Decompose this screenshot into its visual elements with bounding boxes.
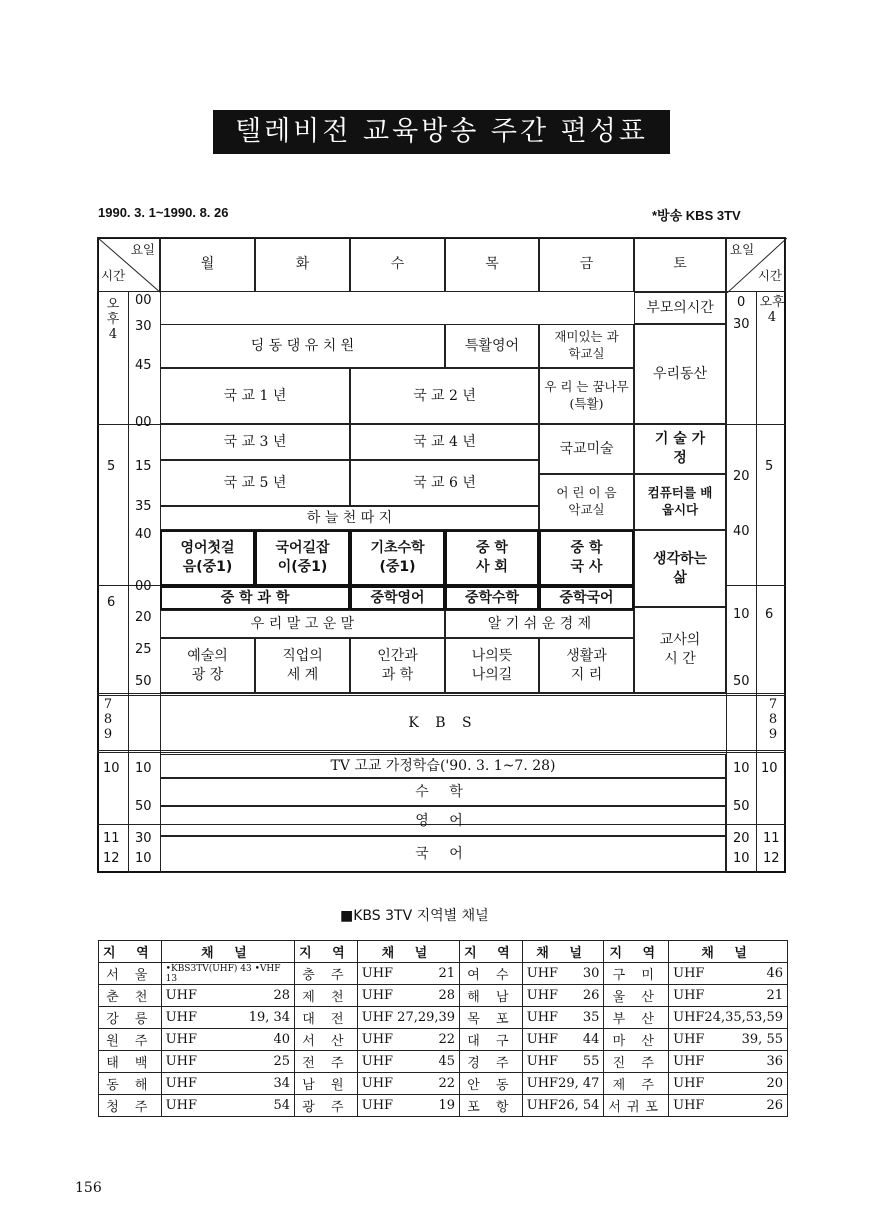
channel-band: UHF — [361, 966, 394, 981]
channel-cell — [161, 1073, 294, 1095]
channel-value — [673, 1032, 783, 1047]
program-cell: 딩 동 댕 유 치 원 — [160, 324, 445, 368]
program-cell: 어 린 이 음악교실 — [539, 474, 634, 530]
region-cell: 동 해 — [99, 1073, 162, 1095]
channel-number: 21 — [766, 988, 783, 1003]
region-cell: 춘 천 — [99, 985, 162, 1007]
channel-value — [527, 988, 600, 1003]
channel-value — [362, 1076, 455, 1091]
col-header-channel: 채 널 — [161, 941, 294, 963]
channel-band: UHF — [673, 1076, 705, 1091]
col-header-region: 지 역 — [460, 941, 523, 963]
program-cell: 생활과 지 리 — [539, 638, 634, 693]
table-header-row — [99, 941, 788, 963]
right-minute-label: 40 — [733, 524, 750, 539]
right-minute-label: 50 — [733, 799, 750, 814]
channel-value — [166, 1098, 290, 1113]
right-minute-label: 10 — [733, 607, 750, 622]
channel-band: UHF — [165, 1098, 197, 1113]
program-cell: 영 어 — [160, 806, 726, 836]
channel-number: 30 — [582, 966, 600, 981]
day-header-fri: 금 — [539, 237, 634, 292]
program-cell: 직업의 세 계 — [255, 638, 350, 693]
col-header-region: 지 역 — [99, 941, 162, 963]
right-hour-label-5: 5 — [765, 459, 774, 474]
minute-label: 00 — [135, 579, 152, 594]
region-cell: 서 울 — [99, 963, 162, 985]
region-cell: 남 원 — [295, 1073, 358, 1095]
minute-label: 10 — [135, 851, 152, 866]
channel-band: UHF — [361, 1076, 394, 1091]
program-cell: 중 학 과 학 — [160, 586, 350, 610]
channel-number: 21 — [438, 966, 456, 981]
page-number: 156 — [75, 1180, 102, 1196]
region-cell: 제 천 — [295, 985, 358, 1007]
region-cell: 강 릉 — [99, 1007, 162, 1029]
schedule-table — [97, 237, 786, 873]
right-minute-label: 20 — [733, 469, 750, 484]
hour-separator — [726, 424, 786, 425]
region-cell: 진 주 — [604, 1051, 669, 1073]
program-cell: K B S — [408, 715, 478, 732]
channel-value — [166, 988, 290, 1003]
day-header-sat: 토 — [634, 237, 726, 292]
channel-value — [362, 1098, 455, 1113]
channel-number: 26, 54 — [558, 1098, 600, 1113]
region-cell: 여 수 — [460, 963, 523, 985]
channel-number: 34 — [273, 1076, 291, 1091]
program-cell: 우 리 는 꿈나무(특활) — [539, 368, 634, 424]
channel-cell — [669, 985, 788, 1007]
channel-value — [362, 988, 455, 1003]
broadcast-period: 1990. 3. 1~1990. 8. 26 — [98, 205, 229, 220]
region-cell: 제 주 — [604, 1073, 669, 1095]
region-cell: 목 포 — [460, 1007, 523, 1029]
channel-value — [673, 1076, 783, 1091]
region-cell: 대 구 — [460, 1029, 523, 1051]
right-minute-label: 0 — [737, 295, 746, 310]
channel-cell — [161, 1029, 294, 1051]
channel-band: UHF — [165, 1076, 197, 1091]
right-minute-label: 10 — [733, 761, 750, 776]
region-cell: 원 주 — [99, 1029, 162, 1051]
channel-value — [527, 1098, 600, 1113]
channel-number: 40 — [273, 1032, 291, 1047]
channel-value — [362, 1010, 455, 1025]
channel-number: 35 — [582, 1010, 600, 1025]
channel-band: UHF — [673, 1032, 705, 1047]
channel-band: UHF — [165, 1032, 197, 1047]
channel-band: UHF — [673, 988, 705, 1003]
minute-label: 50 — [135, 799, 152, 814]
program-cell: 예술의 광 장 — [160, 638, 255, 693]
day-header-wed: 수 — [350, 237, 445, 292]
channel-cell — [669, 1007, 788, 1029]
channel-cell — [522, 1095, 604, 1117]
table-row — [99, 985, 788, 1007]
channel-cell — [357, 1007, 459, 1029]
region-cell: 대 전 — [295, 1007, 358, 1029]
channel-value — [362, 966, 455, 981]
channel-value — [527, 1010, 600, 1025]
program-cell: 국교미술 — [539, 424, 634, 474]
channel-value — [166, 1010, 290, 1025]
program-cell: 수 학 — [160, 778, 726, 806]
channel-number: 28 — [273, 988, 291, 1003]
channel-value — [166, 1076, 290, 1091]
channel-band: UHF — [673, 966, 705, 981]
region-cell: 부 산 — [604, 1007, 669, 1029]
channel-cell — [161, 985, 294, 1007]
channel-value — [527, 1054, 600, 1069]
region-cell: 태 백 — [99, 1051, 162, 1073]
program-cell: 중 학 국 사 — [539, 530, 634, 586]
program-cell: 중학국어 — [539, 586, 634, 610]
channel-cell — [669, 963, 788, 985]
region-cell: 구 미 — [604, 963, 669, 985]
broadcaster: *방송 KBS 3TV — [652, 208, 741, 223]
col-header-region: 지 역 — [295, 941, 358, 963]
channel-cell — [669, 1073, 788, 1095]
channel-number: 19 — [438, 1098, 456, 1113]
table-row — [99, 963, 788, 985]
hour-separator — [726, 585, 786, 586]
channel-number: 54 — [273, 1098, 291, 1113]
minute-label: 25 — [135, 642, 152, 657]
region-cell: 청 주 — [99, 1095, 162, 1117]
right-minute-divider — [726, 292, 727, 873]
channel-band: UHF24,35,53,59 — [673, 1010, 783, 1025]
channel-value — [527, 1076, 600, 1091]
channel-band: UHF — [165, 1010, 197, 1025]
right-minute-label: 10 — [733, 851, 750, 866]
channel-number: 22 — [438, 1032, 456, 1047]
minute-label: 30 — [135, 831, 152, 846]
channel-table-title: ■KBS 3TV 지역별 채널 — [340, 908, 489, 924]
channel-number: 19, 34 — [248, 1010, 291, 1025]
hour-label-4pm — [100, 297, 126, 342]
channel-cell — [161, 1095, 294, 1117]
channel-number: 39, 55 — [741, 1032, 783, 1047]
right-hour-label-789: 7 8 9 — [768, 697, 778, 742]
region-cell: 경 주 — [460, 1051, 523, 1073]
program-cell: 국 교 2 년 — [350, 368, 539, 424]
minute-label: 00 — [135, 293, 152, 308]
region-cell: 서귀포 — [604, 1095, 669, 1117]
channel-number: 46 — [766, 966, 783, 981]
right-hour-label-6: 6 — [765, 607, 774, 622]
minute-label: 50 — [135, 674, 152, 689]
program-cell: 나의뜻 나의길 — [445, 638, 539, 693]
region-cell: 해 남 — [460, 985, 523, 1007]
program-cell: 국어길잡 이(중1) — [255, 530, 350, 586]
channel-band: UHF — [361, 1054, 394, 1069]
channel-band: UHF — [526, 1076, 559, 1091]
day-header-mon: 월 — [160, 237, 255, 292]
program-cell: 재미있는 과학교실 — [539, 324, 634, 368]
hour-label-10: 10 — [103, 761, 120, 776]
channel-value — [166, 1054, 290, 1069]
table-row — [99, 1007, 788, 1029]
region-cell: 광 주 — [295, 1095, 358, 1117]
channel-cell — [522, 1007, 604, 1029]
channel-cell: •KBS3TV(UHF) 43 •VHF 13 — [161, 963, 294, 985]
channel-cell — [522, 985, 604, 1007]
channel-value — [673, 1010, 783, 1025]
col-header-channel: 채 널 — [522, 941, 604, 963]
channel-cell — [161, 1051, 294, 1073]
corner-day-label: 요일 — [130, 242, 155, 257]
channel-table — [98, 940, 788, 1117]
corner-time-label: 시간 — [101, 268, 126, 284]
channel-band: UHF — [526, 1098, 559, 1113]
program-cell: 중학영어 — [350, 586, 445, 610]
minute-label: 45 — [135, 358, 152, 373]
program-cell: 특활영어 — [445, 324, 539, 368]
channel-cell — [357, 1073, 459, 1095]
channel-number: 36 — [766, 1054, 783, 1069]
col-header-channel: 채 널 — [669, 941, 788, 963]
corner-header-left — [97, 237, 160, 292]
region-cell: 울 산 — [604, 985, 669, 1007]
program-cell: 국 교 3 년 — [160, 424, 350, 460]
channel-number: 44 — [582, 1032, 600, 1047]
channel-cell — [669, 1029, 788, 1051]
minute-label: 30 — [135, 319, 152, 334]
channel-band: UHF — [361, 1098, 394, 1113]
program-cell: 국 교 1 년 — [160, 368, 350, 424]
channel-value — [362, 1032, 455, 1047]
program-cell: 하 늘 천 따 지 — [160, 506, 539, 530]
hour-text: 오후 4 — [106, 297, 120, 342]
program-cell: 컴퓨터를 배웁시다 — [634, 474, 726, 530]
channel-cell — [357, 963, 459, 985]
channel-cell — [522, 1051, 604, 1073]
region-cell: 안 동 — [460, 1073, 523, 1095]
channel-cell — [669, 1095, 788, 1117]
program-cell: 우 리 말 고 운 말 — [160, 610, 445, 638]
program-cell: 기 술 가 정 — [634, 424, 726, 474]
table-row — [99, 1073, 788, 1095]
section-divider — [97, 693, 786, 696]
channel-number: 25 — [273, 1054, 291, 1069]
channel-cell — [357, 985, 459, 1007]
program-cell: 생각하는 삶 — [634, 530, 726, 607]
corner-day-label-right: 요일 — [730, 242, 755, 257]
program-cell: 영어첫걸 음(중1) — [160, 530, 255, 586]
channel-band: UHF — [361, 1032, 394, 1047]
channel-number: 45 — [438, 1054, 456, 1069]
minute-label: 20 — [135, 610, 152, 625]
channel-number: 26 — [766, 1098, 783, 1113]
channel-value — [527, 966, 600, 981]
right-minute-label: 20 — [733, 831, 750, 846]
channel-cell — [357, 1029, 459, 1051]
channel-number: 29, 47 — [558, 1076, 600, 1091]
hour-label-5: 5 — [107, 459, 116, 474]
col-header-region: 지 역 — [604, 941, 669, 963]
minute-label: 10 — [135, 761, 152, 776]
channel-band: UHF — [361, 988, 394, 1003]
day-header-thu: 목 — [445, 237, 539, 292]
hour-label-789: 7 8 9 — [103, 697, 113, 742]
channel-number: 28 — [438, 988, 456, 1003]
channel-band: UHF — [526, 1010, 559, 1025]
channel-value — [673, 988, 783, 1003]
channel-band: UHF — [526, 1054, 559, 1069]
section-divider — [97, 750, 786, 753]
channel-cell — [522, 1029, 604, 1051]
region-cell: 서 산 — [295, 1029, 358, 1051]
channel-cell — [522, 1073, 604, 1095]
program-cell: 우리동산 — [634, 324, 726, 424]
channel-band: UHF — [673, 1054, 705, 1069]
channel-number: 22 — [438, 1076, 456, 1091]
channel-value — [673, 1098, 783, 1113]
hour-divider — [128, 292, 129, 873]
program-cell: 국 교 6 년 — [350, 460, 539, 506]
region-cell: 마 산 — [604, 1029, 669, 1051]
region-cell: 충 주 — [295, 963, 358, 985]
right-hour-label-4: 오후 4 — [759, 295, 785, 325]
right-hour-label-12: 12 — [763, 851, 780, 866]
channel-number: 26 — [582, 988, 600, 1003]
program-cell: 인간과 과 학 — [350, 638, 445, 693]
program-cell: 중학수학 — [445, 586, 539, 610]
table-row — [99, 1029, 788, 1051]
channel-value — [673, 1054, 783, 1069]
minute-label: 15 — [135, 459, 152, 474]
program-cell: 알 기 쉬 운 경 제 — [445, 610, 634, 638]
program-cell: 국 교 4 년 — [350, 424, 539, 460]
channel-band: UHF — [673, 1098, 705, 1113]
channel-band: UHF — [526, 966, 559, 981]
minute-label: 35 — [135, 499, 152, 514]
channel-cell — [669, 1051, 788, 1073]
program-cell: 중 학 사 회 — [445, 530, 539, 586]
table-row — [99, 1095, 788, 1117]
channel-number: 20 — [766, 1076, 783, 1091]
channel-band: UHF — [165, 1054, 197, 1069]
region-cell: 전 주 — [295, 1051, 358, 1073]
minute-label: 40 — [135, 527, 152, 542]
channel-value — [362, 1054, 455, 1069]
program-cell: 국 교 5 년 — [160, 460, 350, 506]
channel-band: UHF — [526, 988, 559, 1003]
right-hour-label-10: 10 — [761, 761, 778, 776]
page-title: 텔레비전 교육방송 주간 편성표 — [213, 110, 670, 154]
program-cell: 부모의시간 — [634, 292, 726, 324]
channel-value — [673, 966, 783, 981]
channel-band: UHF — [165, 988, 197, 1003]
program-cell: 국 어 — [160, 836, 726, 873]
channel-value — [166, 1032, 290, 1047]
channel-cell — [522, 963, 604, 985]
channel-value — [527, 1032, 600, 1047]
program-cell: TV 고교 가정학습('90. 3. 1~7. 28) — [160, 754, 726, 778]
corner-header-right — [726, 237, 786, 292]
table-row — [99, 1051, 788, 1073]
corner-time-label-right: 시간 — [757, 268, 782, 284]
channel-band: UHF 27,29,39 — [361, 1010, 456, 1025]
right-hour-label-11: 11 — [763, 831, 780, 846]
col-header-channel: 채 널 — [357, 941, 459, 963]
channel-band: UHF — [526, 1032, 559, 1047]
hour-label-11: 11 — [103, 831, 120, 846]
channel-cell — [357, 1051, 459, 1073]
day-header-tue: 화 — [255, 237, 350, 292]
channel-number: 55 — [582, 1054, 600, 1069]
hour-label-6: 6 — [107, 595, 116, 610]
channel-cell — [357, 1095, 459, 1117]
right-minute-label: 50 — [733, 674, 750, 689]
right-minute-label: 30 — [733, 317, 750, 332]
program-cell: 기초수학 (중1) — [350, 530, 445, 586]
region-cell: 포 항 — [460, 1095, 523, 1117]
hour-label-12: 12 — [103, 851, 120, 866]
program-cell: 교사의 시 간 — [634, 607, 726, 693]
right-hour-divider — [756, 292, 757, 873]
minute-label: 00 — [135, 415, 152, 430]
channel-cell — [161, 1007, 294, 1029]
